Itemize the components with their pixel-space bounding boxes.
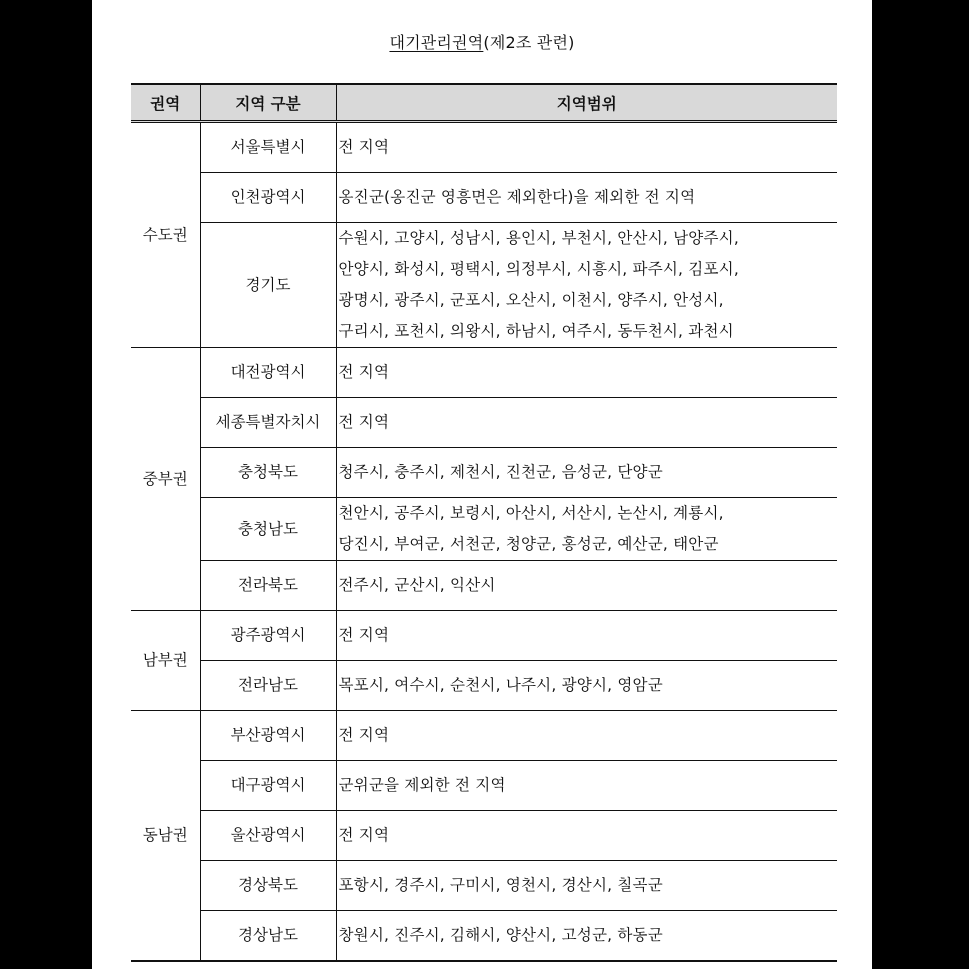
area-name-cell: 경상북도 bbox=[200, 861, 336, 911]
range-line: 전 지역 bbox=[338, 726, 390, 744]
area-range-cell bbox=[336, 811, 837, 861]
range-line: 전 지역 bbox=[338, 138, 390, 156]
document-title bbox=[92, 30, 872, 53]
region-name-cell: 동남권 bbox=[131, 711, 200, 962]
table-row bbox=[131, 122, 837, 173]
area-name-cell: 부산광역시 bbox=[200, 711, 336, 761]
area-name-cell: 울산광역시 bbox=[200, 811, 336, 861]
range-line: 군위군을 제외한 전 지역 bbox=[338, 776, 506, 794]
area-range-cell bbox=[336, 448, 837, 498]
table-row bbox=[131, 761, 837, 811]
header-range: 지역범위 bbox=[336, 84, 837, 122]
region-name-cell: 남부권 bbox=[131, 611, 200, 711]
table-row bbox=[131, 498, 837, 561]
table-row bbox=[131, 811, 837, 861]
range-line: 당진시, 부여군, 서천군, 청양군, 홍성군, 예산군, 태안군 bbox=[338, 535, 719, 553]
range-line: 전 지역 bbox=[338, 363, 390, 381]
area-name-cell: 경상남도 bbox=[200, 911, 336, 962]
table-row bbox=[131, 661, 837, 711]
area-range-cell bbox=[336, 611, 837, 661]
area-name-cell: 광주광역시 bbox=[200, 611, 336, 661]
area-range-cell bbox=[336, 498, 837, 561]
area-range-cell bbox=[336, 711, 837, 761]
range-line: 천안시, 공주시, 보령시, 아산시, 서산시, 논산시, 계룡시, bbox=[338, 504, 724, 522]
range-line: 수원시, 고양시, 성남시, 용인시, 부천시, 안산시, 남양주시, bbox=[338, 229, 739, 247]
range-line: 전 지역 bbox=[338, 413, 390, 431]
table-header-row bbox=[131, 84, 837, 122]
header-region: 권역 bbox=[131, 84, 200, 122]
area-name-cell: 충청남도 bbox=[200, 498, 336, 561]
table-row bbox=[131, 611, 837, 661]
table-body bbox=[131, 122, 837, 962]
range-line: 구리시, 포천시, 의왕시, 하남시, 여주시, 동두천시, 과천시 bbox=[338, 322, 734, 340]
area-range-cell bbox=[336, 861, 837, 911]
area-range-cell bbox=[336, 398, 837, 448]
area-range-cell bbox=[336, 223, 837, 348]
range-line: 청주시, 충주시, 제천시, 진천군, 음성군, 단양군 bbox=[338, 463, 663, 481]
area-name-cell: 충청북도 bbox=[200, 448, 336, 498]
document-page bbox=[92, 0, 872, 969]
header-area: 지역 구분 bbox=[200, 84, 336, 122]
range-line: 안양시, 화성시, 평택시, 의정부시, 시흥시, 파주시, 김포시, bbox=[338, 260, 739, 278]
table-row bbox=[131, 173, 837, 223]
range-line: 옹진군(옹진군 영흥면은 제외한다)을 제외한 전 지역 bbox=[338, 188, 696, 206]
area-range-cell bbox=[336, 122, 837, 173]
range-line: 광명시, 광주시, 군포시, 오산시, 이천시, 양주시, 안성시, bbox=[338, 291, 724, 309]
air-quality-region-table bbox=[131, 83, 837, 962]
table-row bbox=[131, 448, 837, 498]
range-line: 포항시, 경주시, 구미시, 영천시, 경산시, 칠곡군 bbox=[338, 876, 663, 894]
area-range-cell bbox=[336, 661, 837, 711]
table-row bbox=[131, 398, 837, 448]
area-name-cell: 전라남도 bbox=[200, 661, 336, 711]
table-row bbox=[131, 348, 837, 398]
area-name-cell: 경기도 bbox=[200, 223, 336, 348]
table-row bbox=[131, 561, 837, 611]
range-line: 전주시, 군산시, 익산시 bbox=[338, 576, 496, 594]
range-line: 전 지역 bbox=[338, 826, 390, 844]
area-name-cell: 인천광역시 bbox=[200, 173, 336, 223]
area-range-cell bbox=[336, 761, 837, 811]
area-name-cell: 서울특별시 bbox=[200, 122, 336, 173]
title-suffix: (제2조 관련) bbox=[483, 33, 575, 52]
range-line: 전 지역 bbox=[338, 626, 390, 644]
title-main: 대기관리권역 bbox=[389, 33, 484, 52]
region-name-cell: 수도권 bbox=[131, 122, 200, 348]
range-line: 창원시, 진주시, 김해시, 양산시, 고성군, 하동군 bbox=[338, 926, 663, 944]
area-name-cell: 전라북도 bbox=[200, 561, 336, 611]
table-row bbox=[131, 861, 837, 911]
area-name-cell: 대전광역시 bbox=[200, 348, 336, 398]
range-line: 목포시, 여수시, 순천시, 나주시, 광양시, 영암군 bbox=[338, 676, 663, 694]
area-range-cell bbox=[336, 561, 837, 611]
region-name-cell: 중부권 bbox=[131, 348, 200, 611]
area-name-cell: 세종특별자치시 bbox=[200, 398, 336, 448]
table-row bbox=[131, 911, 837, 962]
table-row bbox=[131, 223, 837, 348]
table-row bbox=[131, 711, 837, 761]
area-name-cell: 대구광역시 bbox=[200, 761, 336, 811]
area-range-cell bbox=[336, 348, 837, 398]
area-range-cell bbox=[336, 911, 837, 962]
area-range-cell bbox=[336, 173, 837, 223]
